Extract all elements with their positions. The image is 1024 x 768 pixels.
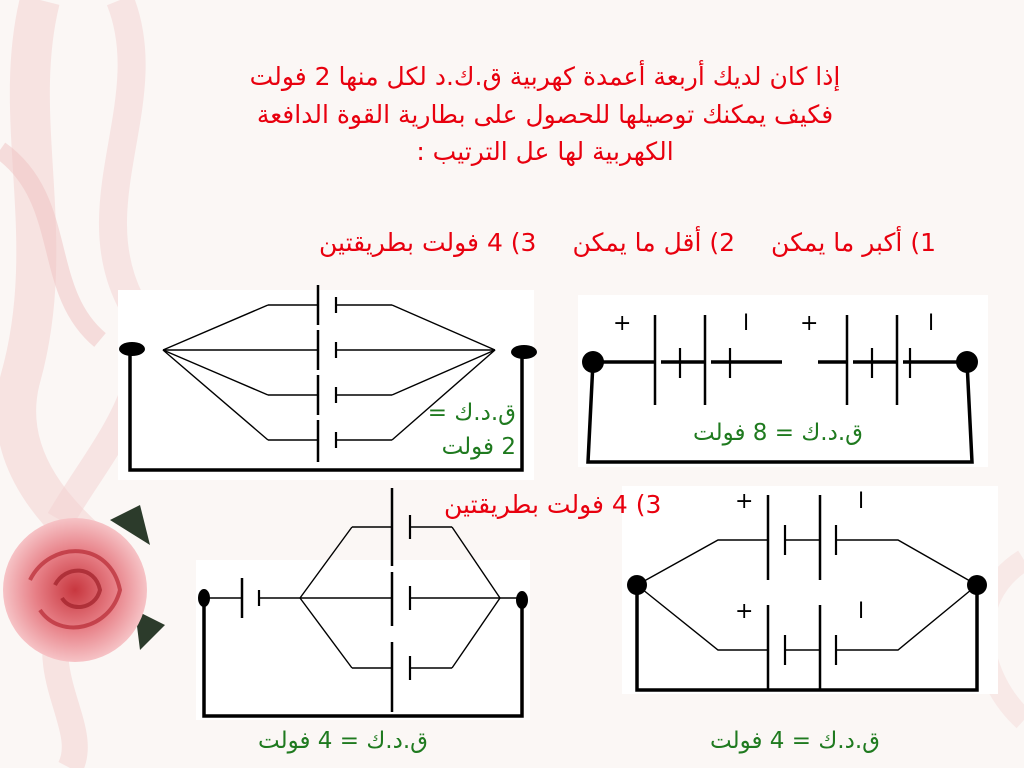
parallel-terminal-right: [511, 345, 537, 359]
case-3-repeat: 3) 4 فولت بطريقتين: [444, 490, 662, 519]
mixed-right-panel: [622, 486, 998, 694]
mixed-right-plus-sign-2: +: [735, 599, 754, 624]
mixed-right-minus-sign-2: ا: [858, 599, 865, 624]
mixed-left-terminal-left: [198, 589, 210, 607]
series-plus-sign-1: +: [613, 311, 632, 336]
series-emf-label: ق.د.ك = 8 فولت: [690, 420, 866, 446]
series-plus-sign-2: +: [800, 311, 819, 336]
mixed-right-plus-sign-1: +: [735, 489, 754, 514]
parallel-emf-label-line-2: 2 فولت: [441, 434, 516, 460]
parallel-emf-label-line-1: ق.د.ك =: [427, 400, 516, 426]
series-terminal-right: [956, 351, 978, 373]
mixed-right-terminal-left: [627, 575, 647, 595]
question-line-3: الكهربية لها عل الترتيب :: [416, 137, 674, 166]
mixed-right-terminal-right: [967, 575, 987, 595]
series-minus-sign-2: ا: [928, 311, 935, 336]
mixed-circuit-right: [622, 486, 998, 694]
mixed-right-emf-label: ق.د.ك = 4 فولت: [710, 728, 880, 754]
case-1: 1) أكبر ما يمكن: [771, 228, 936, 257]
mixed-left-panel: [196, 560, 530, 720]
parallel-emf-label: [398, 396, 516, 464]
case-2: 2) أقل ما يمكن: [572, 228, 736, 257]
mixed-left-terminal-right: [516, 591, 528, 609]
mixed-right-minus-sign-1: ا: [858, 489, 865, 514]
parallel-terminal-left: [119, 342, 145, 356]
question-line-1: إذا كان لديك أربعة أعمدة كهربية ق.ك.د لكل منها 2 فولت: [249, 62, 841, 91]
case-3: 3) 4 فولت بطريقتين: [319, 228, 537, 257]
mixed-left-emf-label: ق.د.ك = 4 فولت: [258, 728, 428, 754]
question-line-2: فكيف يمكنك توصيلها للحصول على بطارية القوة الدافعة: [256, 99, 834, 129]
series-minus-sign-1: ا: [743, 311, 750, 336]
mixed-circuit-left: [196, 488, 530, 720]
series-terminal-left: [582, 351, 604, 373]
